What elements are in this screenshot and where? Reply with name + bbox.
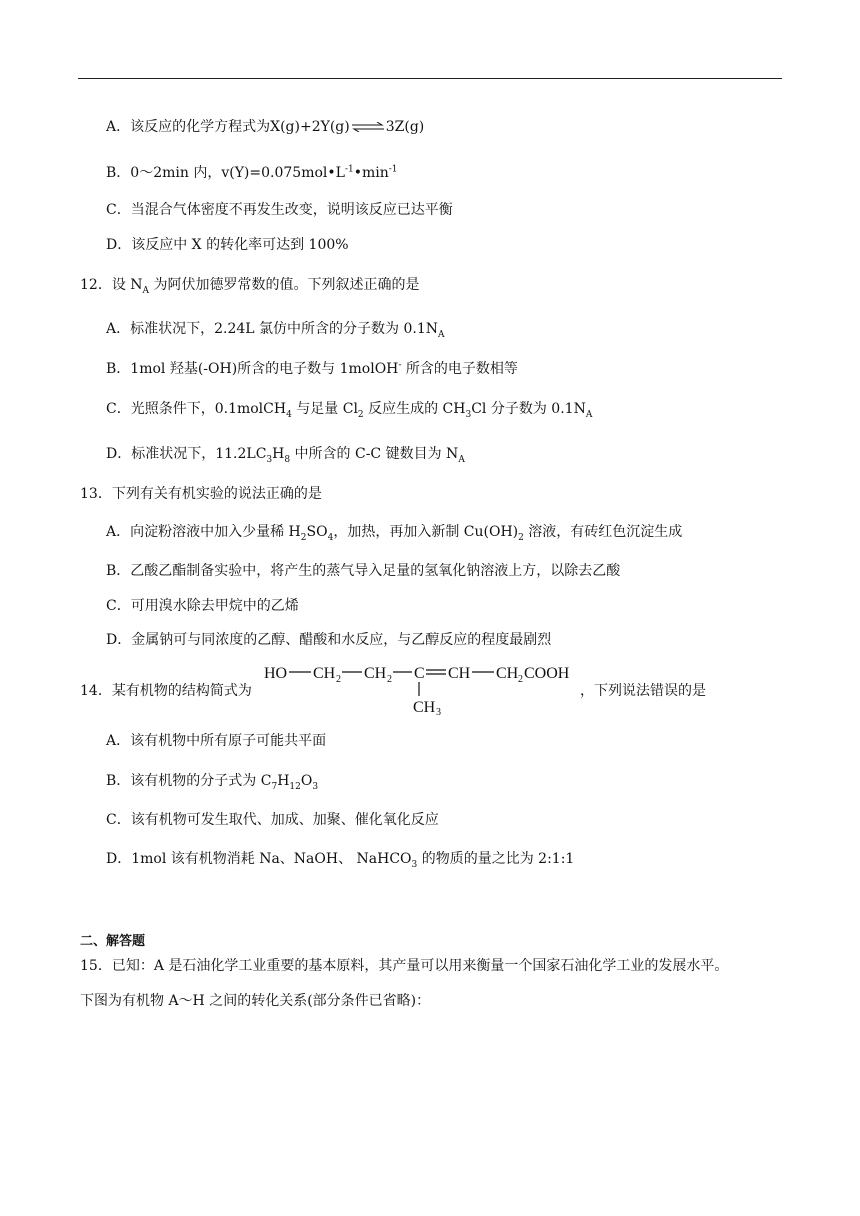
formula-ch3: CH: [413, 699, 436, 716]
q12-option-d-text-3: 中所含的 C-C 键数目为 N: [290, 446, 459, 462]
subscript: 3: [465, 409, 472, 420]
superscript: -: [398, 360, 402, 371]
q13-option-d: D．金属钠可与同浓度的乙醇、醋酸和水反应，与乙醇反应的程度最剧烈: [106, 632, 552, 648]
subscript: 2: [518, 532, 524, 543]
q12-option-d-text: D．标准状况下，11.2LC: [106, 446, 267, 462]
q13-option-a-text-2: SO: [306, 524, 328, 540]
q14-option-b-text-2: H: [277, 773, 290, 789]
q14-option-b-text-3: O: [300, 773, 313, 789]
header-rule: [78, 78, 782, 79]
q13-option-b: B．乙酸乙酯制备实验中，将产生的蒸气导入足量的氢氧化钠溶液上方，以除去乙酸: [106, 563, 621, 579]
q14-option-d-text: D．1mol 该有机物消耗 Na、NaOH、 NaHCO: [106, 851, 412, 867]
q12-option-c: [106, 400, 592, 418]
structural-formula-diagram: [262, 658, 584, 718]
subscript: 3: [411, 859, 418, 870]
subscript: 2: [300, 532, 307, 543]
q14-option-c: C．该有机物可发生取代、加成、加聚、催化氧化反应: [106, 812, 439, 828]
q14-option-d: [106, 850, 574, 868]
q12-option-b-text: B．1mol 羟基(-OH)所含的电子数与 1molOH: [106, 361, 399, 377]
subscript: A: [142, 285, 150, 296]
q11-option-b-text: B．0～2min 内，v(Y)=0.075mol•L: [106, 165, 345, 181]
section-title: 二、解答题: [80, 934, 146, 949]
formula-sub-2a: 2: [336, 674, 341, 685]
q11-option-a-product: 3Z(g): [385, 119, 425, 135]
formula-sub-2c: 2: [518, 674, 523, 685]
q11-option-a: [106, 118, 424, 136]
q12-option-c-text-3: 反应生成的 CH: [363, 401, 466, 417]
q11-option-b-text-2: •min: [353, 165, 389, 181]
subscript: A: [438, 329, 445, 340]
q12-option-d: [106, 445, 465, 463]
formula-c: C: [414, 665, 425, 682]
formula-sub-2b: 2: [387, 674, 392, 685]
subscript: 4: [286, 409, 292, 420]
q13-option-c: C．可用溴水除去甲烷中的乙烯: [106, 598, 299, 614]
formula-ch2-b: CH: [364, 665, 387, 682]
q12-option-a-text: A．标准状况下，2.24L 氯仿中所含的分子数为 0.1N: [106, 321, 438, 337]
q12-option-d-text-2: H: [272, 446, 285, 462]
q13-option-a-text-4: 溶液，有砖红色沉淀生成: [523, 524, 683, 540]
q11-option-a-text: A．该反应的化学方程式为X(g)+2Y(g): [106, 119, 350, 135]
q12-stem: [80, 276, 419, 294]
subscript: 12: [289, 781, 301, 792]
q12-option-c-text-2: 与足量 Cl: [291, 401, 358, 417]
q14-stem-post: ，下列说法错误的是: [580, 683, 706, 699]
q14-option-b-text: B．该有机物的分子式为 C: [106, 773, 272, 789]
q13-option-a-text: A．向淀粉溶液中加入少量稀 H: [106, 524, 301, 540]
subscript: 2: [357, 409, 364, 420]
q12-option-c-text: C．光照条件下，0.1molCH: [106, 401, 287, 417]
subscript: A: [585, 409, 593, 420]
formula-cooh: COOH: [524, 665, 570, 682]
q12-option-b: [106, 360, 518, 378]
q12-option-c-text-4: Cl 分子数为 0.1N: [471, 401, 586, 417]
q14-option-b: [106, 772, 318, 790]
formula-ho: HO: [264, 665, 288, 682]
equilibrium-arrow-icon: [351, 122, 385, 132]
subscript: A: [458, 454, 465, 465]
q11-option-b: [106, 164, 398, 182]
q15-line-1: 15．已知：A 是石油化学工业重要的基本原料，其产量可以用来衡量一个国家石油化学工业的发展水平。: [80, 958, 729, 974]
q12-stem-text: 12．设 N: [80, 277, 143, 293]
q14-option-d-text-2: 的物质的量之比为 2:1:1: [417, 851, 575, 867]
q13-stem: 13．下列有关有机实验的说法正确的是: [80, 486, 322, 502]
superscript: -1: [344, 164, 354, 175]
q12-option-b-text-2: 所含的电子数相等: [401, 361, 518, 377]
subscript: 7: [271, 781, 278, 792]
subscript: 3: [266, 454, 273, 465]
q15-line-2: 下图为有机物 A～H 之间的转化关系(部分条件已省略)：: [80, 993, 431, 1009]
superscript: -1: [388, 164, 398, 175]
formula-ch2-c: CH: [496, 665, 519, 682]
subscript: 8: [284, 454, 291, 465]
formula-ch: CH: [448, 665, 471, 682]
q14-option-a: A．该有机物中所有原子可能共平面: [106, 733, 327, 749]
formula-sub-3: 3: [436, 707, 441, 718]
q13-option-a-text-3: ，加热，再加入新制 Cu(OH): [333, 524, 519, 540]
q11-option-c: C．当混合气体密度不再发生改变，说明该反应已达平衡: [106, 202, 453, 218]
q11-option-d: D．该反应中 X 的转化率可达到 100%: [106, 237, 349, 253]
q13-option-a: [106, 523, 682, 541]
subscript: 3: [312, 781, 319, 792]
formula-ch2-a: CH: [313, 665, 336, 682]
q12-option-a: [106, 320, 445, 338]
q12-stem-text-2: 为阿伏加德罗常数的值。下列叙述正确的是: [149, 277, 420, 293]
q14-stem-pre: 14．某有机物的结构简式为: [80, 683, 252, 699]
subscript: 4: [327, 532, 334, 543]
